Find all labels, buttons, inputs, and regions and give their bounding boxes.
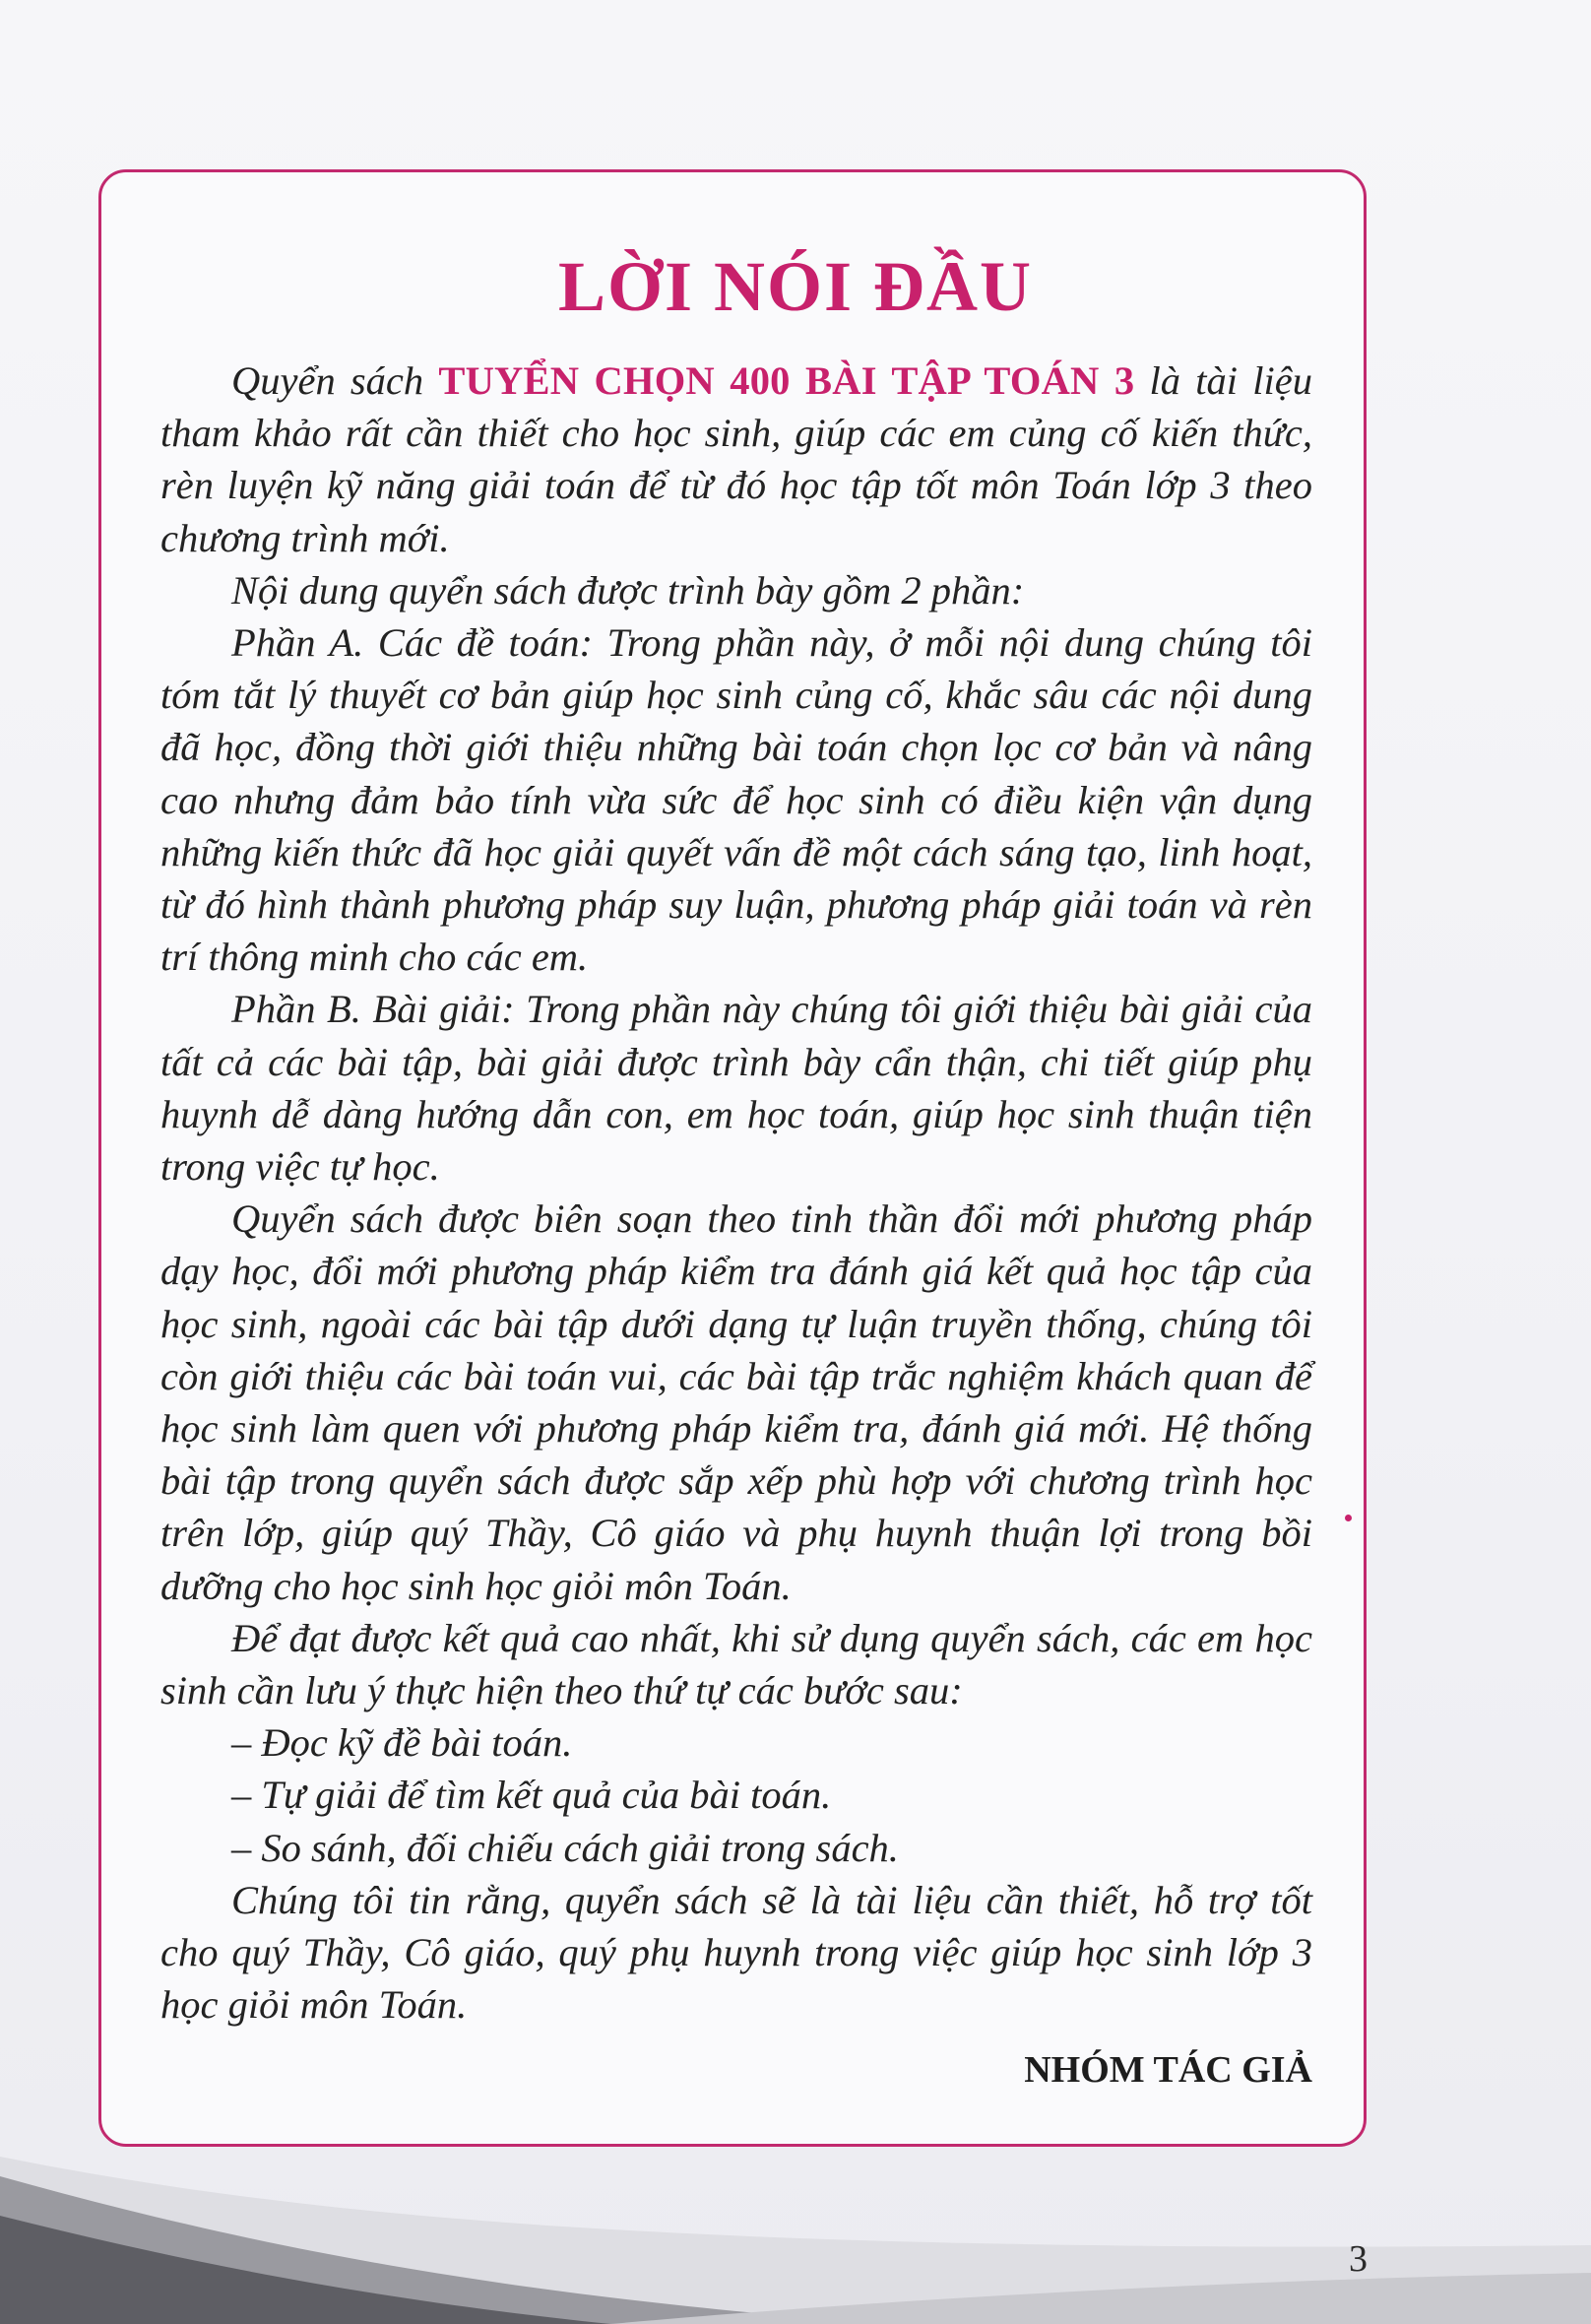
intro-lead: Quyển sách: [231, 358, 439, 403]
paragraph-part-b: Phần B. Bài giải: Trong phần này chúng tôi giới thiệu bài giải của tất cả các bài tập, bài giải được trình bày cẩn thận, chi tiết giúp phụ huynh dễ dàng hướng dẫn con, em học toán, giúp học sinh thuận tiện trong việc tự học.: [160, 987, 1312, 1190]
intro-paragraph: [160, 355, 1312, 564]
paragraph-part-a: Phần A. Các đề toán: Trong phần này, ở mỗi nội dung chúng tôi tóm tắt lý thuyết cơ bản giúp học sinh củng cố, khắc sâu các nội dung đã học, đồng thời giới thiệu những bài toán chọn lọc cơ bản và nâng cao nhưng đảm bảo tính vừa sức để học sinh có điều kiện vận dụng những kiến thức đã học giải quyết vấn đề một cách sáng tạo, linh hoạt, từ đó hình thành phương pháp suy luận, phương pháp giải toán và rèn trí thông minh cho các em.: [160, 620, 1312, 980]
author-signature: NHÓM TÁC GIẢ: [1024, 2049, 1312, 2091]
print-dot: [1345, 1515, 1352, 1521]
step-item: – Tự giải để tìm kết quả của bài toán.: [231, 1773, 832, 1818]
preface-body: [160, 355, 1312, 2032]
paragraph-method: Quyển sách được biên soạn theo tinh thần đổi mới phương pháp dạy học, đổi mới phương pháp kiểm tra đánh giá kết quả học tập của học sinh, ngoài các bài tập dưới dạng tự luận truyền thống, chúng tôi còn giới thiệu các bài toán vui, các bài tập trắc nghiệm khách quan để học sinh làm quen với phương pháp kiểm tra, đánh giá mới. Hệ thống bài tập trong quyển sách được sắp xếp phù hợp với chương trình học trên lớp, giúp quý Thầy, Cô giáo và phụ huynh thuận lợi trong bồi dưỡng cho học sinh học giỏi môn Toán.: [160, 1196, 1312, 1608]
step-item: – So sánh, đối chiếu cách giải trong sách.: [231, 1825, 899, 1870]
paragraph-steps-intro: Để đạt được kết quả cao nhất, khi sử dụng quyển sách, các em học sinh cần lưu ý thực hiện theo thứ tự các bước sau:: [160, 1615, 1312, 1713]
book-name: TUYỂN CHỌN 400 BÀI TẬP TOÁN 3: [438, 358, 1135, 403]
paragraph-contents: Nội dung quyển sách được trình bày gồm 2 phần:: [231, 567, 1025, 613]
intro-rest: là tài liệu tham khảo rất cần thiết cho học sinh, giúp các em củng cố kiến thức, rèn luyện kỹ năng giải toán để từ đó học tập tốt môn Toán lớp 3 theo chương trình mới.: [160, 358, 1312, 560]
page-title: LỜI NÓI ĐẦU: [557, 247, 1034, 326]
paragraph-closing: Chúng tôi tin rằng, quyển sách sẽ là tài liệu cần thiết, hỗ trợ tốt cho quý Thầy, Cô giáo, quý phụ huynh trong việc giúp học sinh lớp 3 học giỏi môn Toán.: [160, 1877, 1312, 2028]
page-number: 3: [1349, 2238, 1368, 2280]
step-item: – Đọc kỹ đề bài toán.: [231, 1720, 573, 1766]
